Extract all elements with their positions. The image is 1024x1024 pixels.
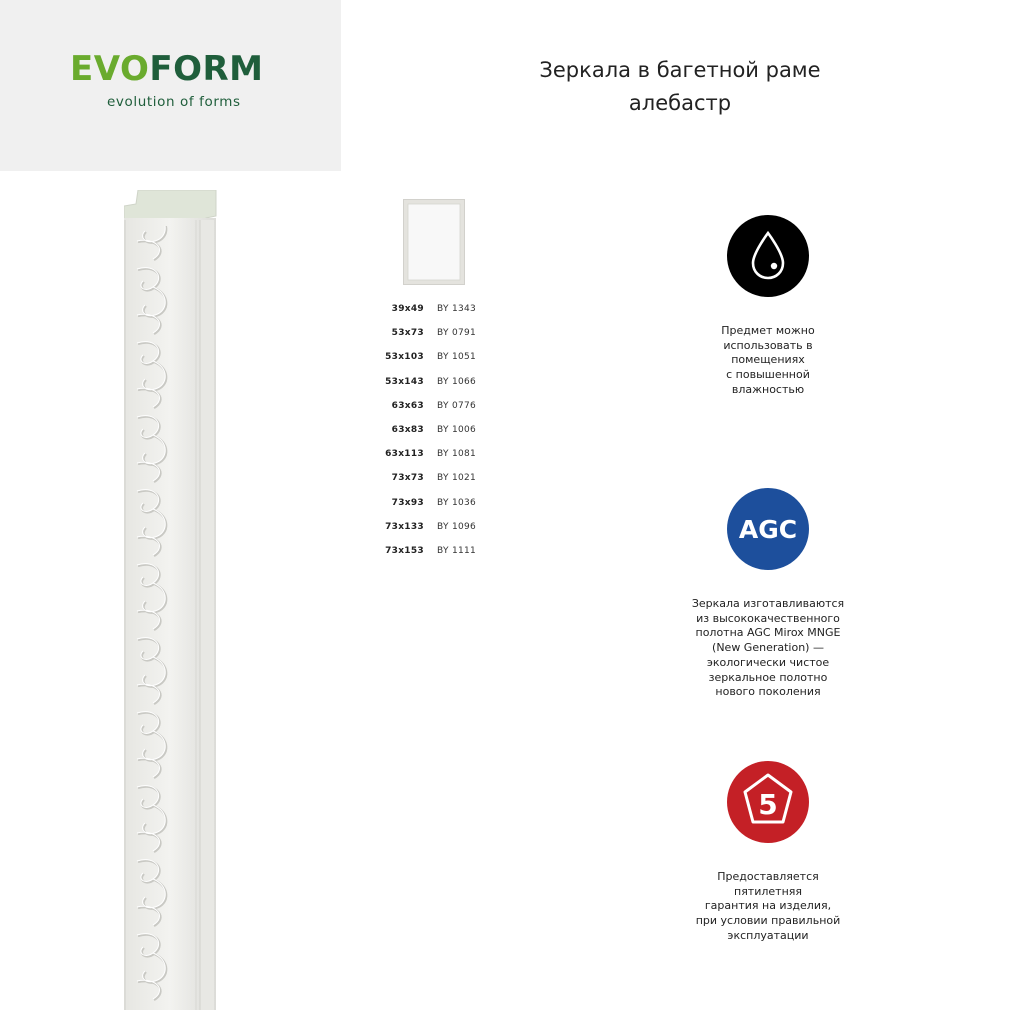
size-article-code: BY 1343 <box>437 304 477 314</box>
size-article-code: BY 1021 <box>437 473 477 484</box>
page-title-line1: Зеркала в багетной раме <box>539 58 821 82</box>
size-article-code: BY 1051 <box>437 352 477 363</box>
size-row <box>370 423 530 437</box>
size-dimensions: 53x73 <box>391 328 424 339</box>
evoform-logo <box>70 49 264 89</box>
feature-moisture-text: Предмет можно использовать в помещениях с повышенной влажностью <box>721 324 815 396</box>
water-drop-icon <box>727 215 809 297</box>
agc-logo-icon <box>727 488 809 570</box>
size-row <box>370 375 530 389</box>
size-dimensions: 63x63 <box>391 400 424 411</box>
size-row <box>370 496 530 510</box>
size-article-code: BY 1036 <box>437 497 477 508</box>
size-row <box>370 326 530 340</box>
size-article-code: BY 1081 <box>437 449 477 460</box>
size-article-code: BY 1006 <box>437 425 477 435</box>
size-dimensions: 73x153 <box>385 546 424 556</box>
size-row <box>370 520 530 534</box>
size-dimensions: 39x49 <box>391 304 424 314</box>
feature-warranty-text: Предоставляется пятилетняя гарантия на изделия, при условии правильной эксплуатации <box>695 870 841 942</box>
size-dimensions: 73x133 <box>385 521 424 532</box>
agc-logo-label: AGC <box>738 515 798 544</box>
size-dimensions: 53x143 <box>385 376 424 387</box>
size-article-code: BY 1066 <box>437 376 477 387</box>
size-dimensions: 73x93 <box>391 497 424 508</box>
mirror-thumbnail-image <box>403 199 465 285</box>
size-dimensions: 53x103 <box>385 352 424 363</box>
size-dimensions: 63x113 <box>385 449 424 460</box>
warranty-5-years-icon <box>727 761 809 843</box>
frame-profile-image <box>124 190 218 1010</box>
size-article-code: BY 1111 <box>437 546 477 556</box>
size-dimensions: 73x73 <box>391 473 424 484</box>
page-title-line2: алебастр <box>628 91 732 115</box>
logo-tagline: evolution of forms <box>107 94 241 110</box>
size-row <box>370 471 530 485</box>
size-row <box>370 399 530 413</box>
warranty-number: 5 <box>758 788 778 821</box>
size-dimensions: 63x83 <box>391 425 424 435</box>
logo-part-evo: EVO <box>70 49 150 89</box>
size-row <box>370 447 530 461</box>
size-row <box>370 350 530 364</box>
size-row <box>370 544 530 558</box>
size-article-code: BY 1096 <box>437 521 477 532</box>
size-article-code: BY 0776 <box>437 400 477 411</box>
size-row <box>370 302 530 316</box>
size-article-code: BY 0791 <box>437 328 477 339</box>
logo-part-form: FORM <box>149 49 264 89</box>
feature-agc-text: Зеркала изготавливаются из высококачественного полотна AGC Mirox MNGE (New Generation) — экологически чистое зеркальное полотно нового поколения <box>691 597 845 699</box>
